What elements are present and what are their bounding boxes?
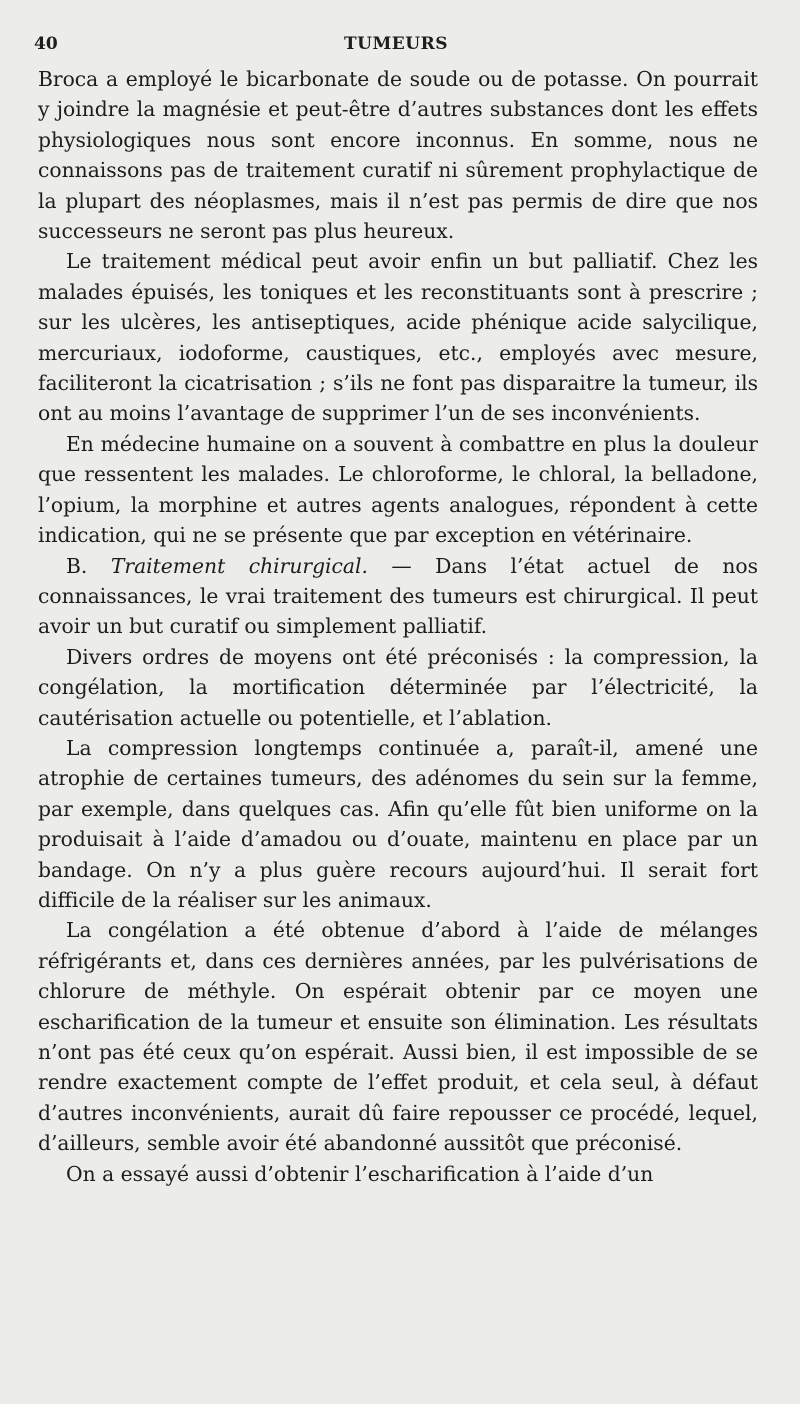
paragraph: Broca a employé le bicarbonate de soude ou de potasse. On pourrait y joindre la magnésie et peut-être d’autres substances dont les effets physiologiques nous sont encore inconnus. En somme, nous ne connaissons pas de traitement curatif ni sûrement prophylactique de la plupart des néoplasmes, mais il n’est pas permis de dire que nos successeurs ne seront pas plus heureux.: [38, 67, 758, 244]
paragraph: On a essayé aussi d’obtenir l’escharification à l’aide d’un: [66, 1161, 654, 1186]
page-header: [34, 34, 764, 58]
paragraph: Le traitement médical peut avoir enfin un but palliatif. Chez les malades épuisés, les toniques et les reconstituants sont à prescrire ; sur les ulcères, les antiseptiques, acide phénique acide salycilique, mercuriaux, iodoforme, caustiques, etc., employés avec mesure, faciliteront la cicatrisation ; s’ils ne font pas disparaitre la tumeur, ils ont au moins l’avantage de supprimer l’un de ses inconvénients.: [38, 249, 758, 426]
paragraph: La congélation a été obtenue d’abord à l’aide de mélanges réfrigérants et, dans ces dernières années, par les pulvérisations de chlorure de méthyle. On espérait obtenir par ce moyen une escharification de la tumeur et ensuite son élimination. Les résultats n’ont pas été ceux qu’on espérait. Aussi bien, il est impossible de se rendre exactement compte de l’effet produit, et cela seul, à défaut d’autres inconvénients, aurait dû faire repousser ce procédé, lequel, d’ailleurs, semble avoir été abandonné aussitôt que préconisé.: [38, 918, 758, 1156]
paragraph: La compression longtemps continuée a, paraît-il, amené une atrophie de certaines tumeurs, des adénomes du sein sur la femme, par exemple, dans quelques cas. Afin qu’elle fût bien uniforme on la produisait à l’aide d’amadou ou d’ouate, maintenu en place par un bandage. On n’y a plus guère recours aujourd’hui. Il serait fort difficile de la réaliser sur les animaux.: [38, 735, 758, 912]
section-text: — Dans l’état actuel de nos connaissances, le vrai traitement des tumeurs est chirurgical. Il peut avoir un but curatif ou simplement palliatif.: [38, 553, 759, 639]
page-number: 40: [34, 34, 58, 54]
body-text: [38, 64, 758, 1189]
paragraph: En médecine humaine on a souvent à combattre en plus la douleur que ressentent les malades. Le chloroforme, le chloral, la belladone, l’opium, la morphine et autres agents analogues, répondent à cette indication, qui ne se présente que par exception en vétérinaire.: [38, 431, 758, 548]
section-paragraph: [38, 551, 758, 642]
section-letter: B.: [66, 553, 88, 578]
paragraph: Divers ordres de moyens ont été préconisés : la compression, la congélation, la mortification déterminée par l’électricité, la cautérisation actuelle ou potentielle, et l’ablation.: [38, 644, 758, 730]
running-title: TUMEURS: [344, 34, 448, 54]
section-title: Traitement chirurgical.: [110, 553, 368, 578]
